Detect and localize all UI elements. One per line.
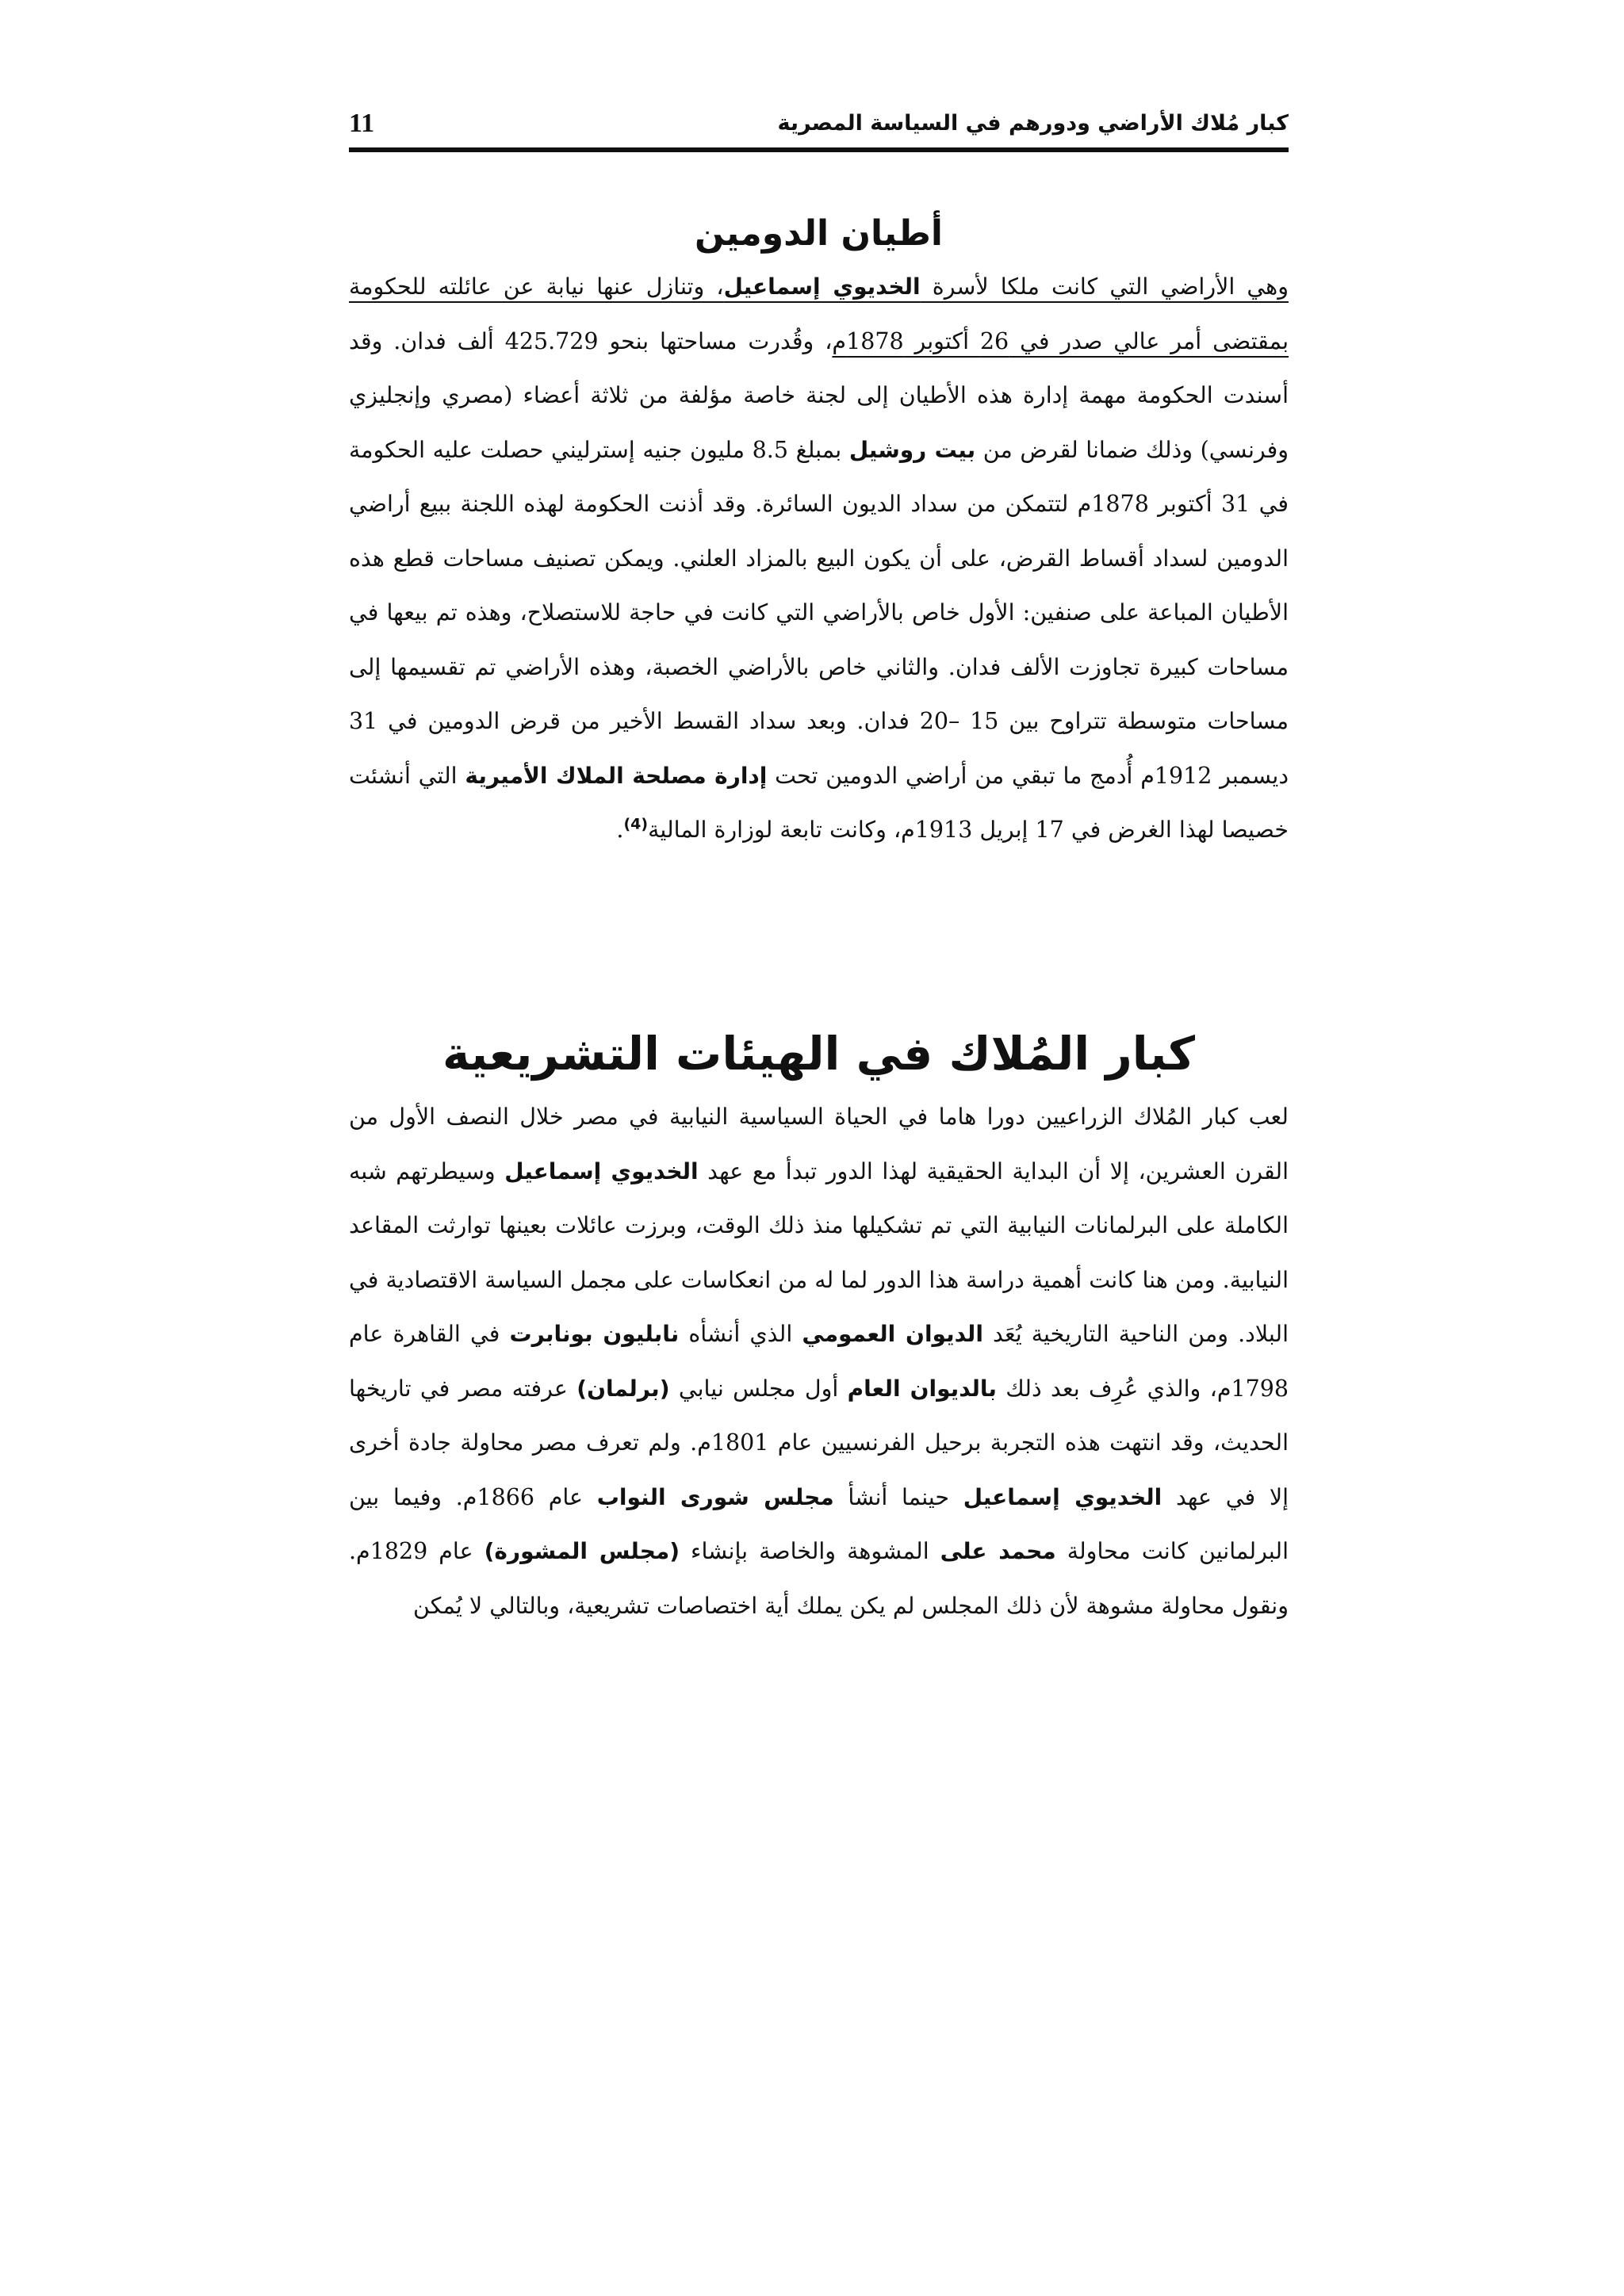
section-heading-legislative: كبار المُلاك في الهيئات التشريعية — [442, 1027, 1195, 1081]
text-run: لعب كبار المُلاك الزراعيين دورا هاما في الحياة السياسية النيابية في مصر خلال النصف الأول من القرن العشرين، إلا أن البداية الحقيقية لهذا الدور تبدأ مع عهد — [349, 1104, 1289, 1184]
section-heading-domain-lands: أطيان الدومين — [694, 213, 944, 254]
bold-term: محمد على — [940, 1538, 1056, 1564]
text-run: عرفته مصر في تاريخها الحديث، وقد انتهت هذه التجربة برحيل الفرنسيين عام 1801م. ولم تعرف مصر محاولة جادة أخرى إلا في عهد — [349, 1375, 1289, 1510]
text-run: في القاهرة عام 1798م، والذي عُرِف بعد ذلك — [349, 1321, 1289, 1402]
text-run: حينما أنشأ — [833, 1483, 963, 1510]
text-run: ، وتنازل عنها نيابة عن عائلته للحكومة بمقتضى أمر عالي صدر في 26 أكتوبر 1878م — [349, 274, 1289, 354]
text-run: وسيطرتهم شبه الكاملة على البرلمانات النيابية التي تم تشكيلها منذ ذلك الوقت، وبرزت عائلات بعينها توارثت المقاعد النيابية. ومن هنا كانت أهمية دراسة هذا الدور لما له من انعكاسات على مجمل السياسة الاقتصادية في البلاد. ومن الناحية التاريخية يُعَد — [349, 1158, 1289, 1347]
bold-term: (مجلس المشورة) — [484, 1538, 680, 1564]
bold-term: (برلمان) — [576, 1375, 670, 1402]
text-run: وهي الأراضي التي كانت ملكا لأسرة — [920, 274, 1289, 300]
text-run: الذي أنشأه — [679, 1321, 802, 1347]
text-run: المشوهة والخاصة بإنشاء — [680, 1538, 940, 1564]
text-run: التي أنشئت خصيصا لهذا الغرض في 17 إبريل 1913م، وكانت تابعة لوزارة المالية — [349, 762, 1289, 843]
bold-term: إدارة مصلحة الملاك الأميرية — [465, 762, 768, 789]
paragraph-domain-lands — [349, 260, 1289, 858]
running-header — [349, 103, 1289, 144]
header-rule — [349, 147, 1289, 152]
page-number: 11 — [349, 109, 375, 138]
bold-term: الخديوي إسماعيل — [963, 1483, 1162, 1510]
text-run: بمبلغ 8.5 مليون جنيه إسترليني حصلت عليه الحكومة في 31 أكتوبر 1878م لتتمكن من سداد الديون السائرة. وقد أذنت الحكومة لهذه اللجنة ببيع أراضي الدومين لسداد أقساط القرض، على أن يكون البيع بالمزاد العلني. ويمكن تصنيف مساحات قطع هذه الأطيان المباعة على صنفين: الأول خاص بالأراضي التي كانت في حاجة للاستصلاح، وهذه تم بيعها في مساحات كبيرة تجاوزت الألف فدان. والثاني خاص بالأراضي الخصبة، وهذه الأراضي تم تقسيمها إلى مساحات متوسطة تتراوح بين 15 –20 فدان. وبعد سداد القسط الأخير من قرض الدومين في 31 ديسمبر 1912م أُدمج ما تبقي من أراضي الدومين تحت — [349, 436, 1289, 789]
text-run: . — [616, 817, 624, 843]
text-run: عام 1829م. ونقول محاولة مشوهة لأن ذلك المجلس لم يكن يملك أية اختصاصات تشريعية، وبالتالي لا يُمكن — [349, 1538, 1289, 1619]
bold-term: نابليون بونابرت — [509, 1321, 680, 1347]
bold-term: مجلس شورى النواب — [596, 1483, 834, 1510]
running-title: كبار مُلاك الأراضي ودورهم في السياسة المصرية — [777, 111, 1289, 136]
bold-term: الديوان العمومي — [802, 1321, 983, 1347]
bold-term: الخديوي إسماعيل — [504, 1158, 699, 1184]
footnote-reference: (4) — [623, 815, 649, 833]
bold-term: الخديوي إسماعيل — [723, 274, 921, 300]
text-run: عام 1866م. وفيما بين البرلمانين كانت محاولة — [349, 1483, 1289, 1564]
text-run: أول مجلس نيابي — [669, 1375, 848, 1402]
section-legislative-bodies — [349, 1019, 1289, 1633]
text-run: ، وقُدرت مساحتها بنحو 425.729 ألف فدان. وقد أسندت الحكومة مهمة إدارة هذه الأطيان إلى لجنة خاصة مؤلفة من ثلاثة أعضاء (مصري وإنجليزي وفرنسي) وذلك ضمانا لقرض من — [349, 327, 1289, 463]
bold-term: بيت روشيل — [848, 436, 976, 463]
section-domain-lands — [349, 208, 1289, 858]
bold-term: بالديوان العام — [847, 1375, 997, 1402]
paragraph-legislative — [349, 1090, 1289, 1633]
